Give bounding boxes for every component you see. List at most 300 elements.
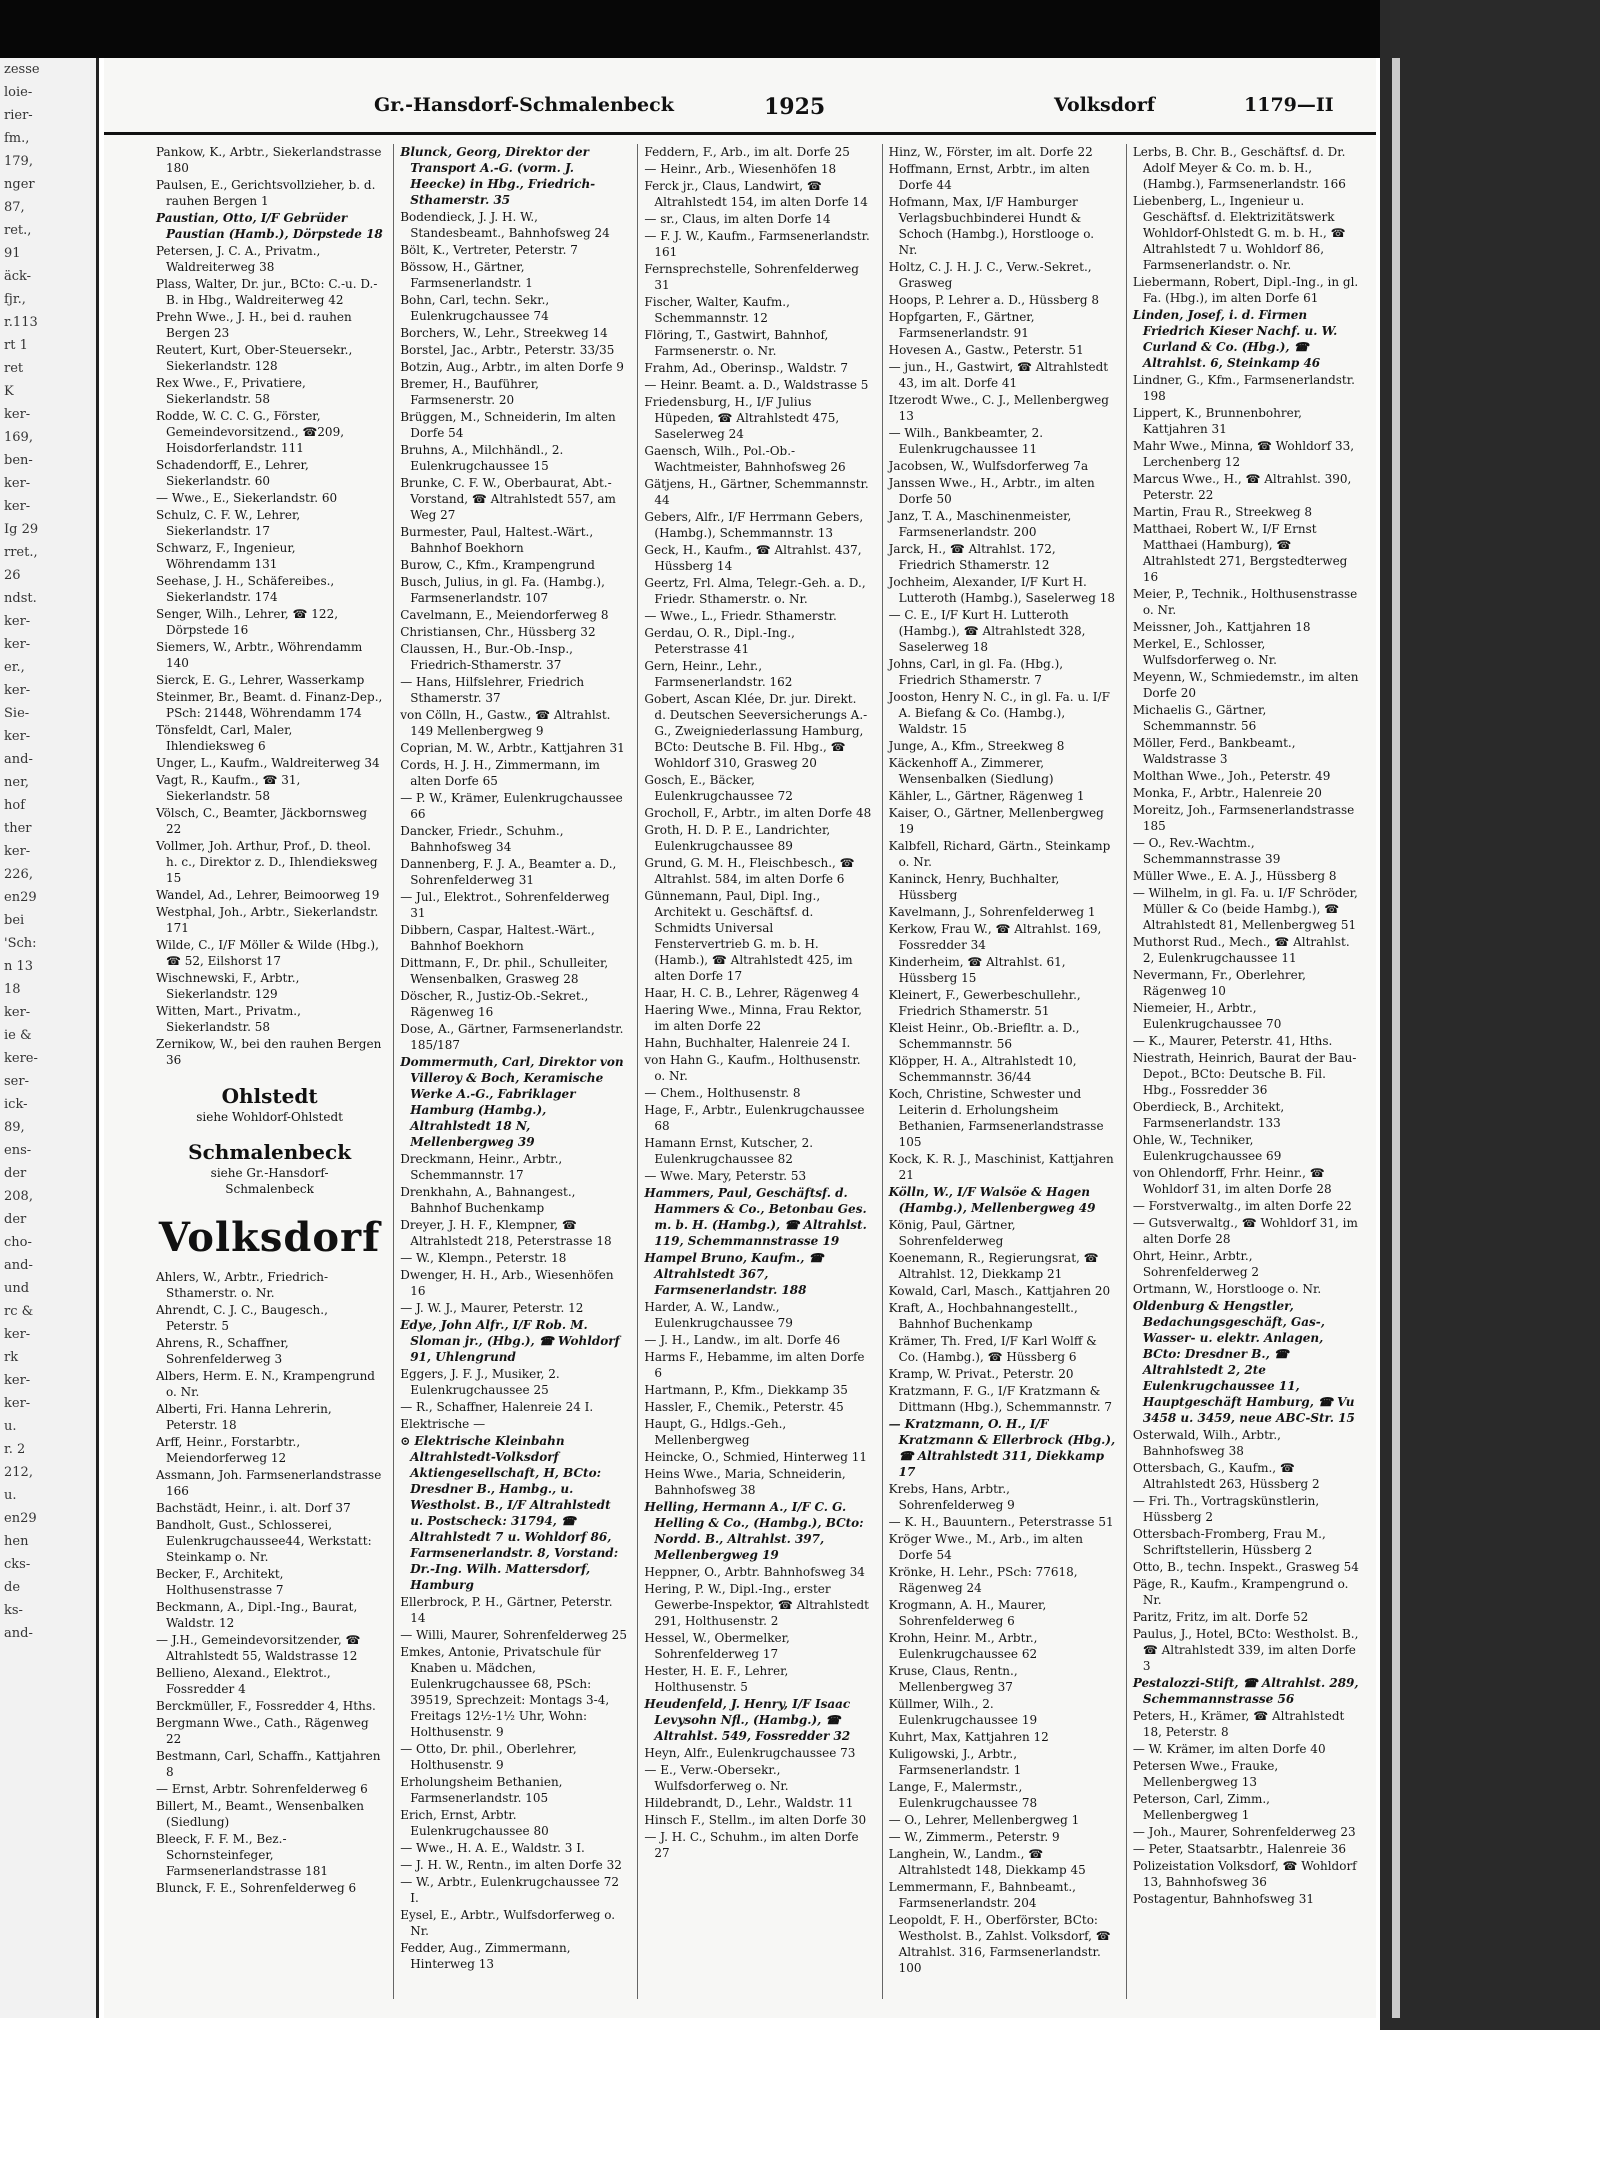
directory-entry: Albers, Herm. E. N., Krampengrund o. Nr. [156, 1369, 375, 1399]
directory-entry: Vagt, R., Kaufm., ☎ 31, Siekerlandstr. 58 [156, 773, 301, 803]
previous-page-fragment: rier- [4, 108, 33, 123]
directory-entry: Päge, R., Kaufm., Krampengrund o. Nr. [1132, 1577, 1349, 1607]
previous-page-fragment: ret., [4, 223, 32, 238]
previous-page-fragment: ks- [4, 1603, 23, 1618]
previous-page-fragment: Ig 29 [4, 522, 39, 537]
directory-entry: Merkel, E., Schlosser, Wulfsdorferweg o. Nr. [1132, 637, 1277, 667]
directory-entry: Kavelmann, J., Sohrenfelderweg 1 [888, 905, 1096, 919]
directory-entry: Ottersbach-Fromberg, Frau M., Schriftstellerin, Hüssberg 2 [1132, 1527, 1326, 1557]
directory-entry: — Peter, Staatsarbtr., Halenreie 36 [1132, 1842, 1346, 1856]
directory-entry: — Willi, Maurer, Sohrenfelderweg 25 [400, 1628, 627, 1642]
directory-entry: Harms F., Hebamme, im alten Dorfe 6 [644, 1350, 865, 1380]
directory-entry: Gerdau, O. R., Dipl.-Ing., Peterstrasse 41 [644, 626, 795, 656]
directory-entry: — W., Zimmerm., Peterstr. 9 [888, 1830, 1060, 1844]
directory-entry: — P. W., Krämer, Eulenkrugchaussee 66 [400, 791, 623, 821]
directory-entry: Senger, Wilh., Lehrer, ☎ 122, Dörpstede 16 [156, 607, 339, 637]
locality-heading: Volksdorf [158, 1214, 381, 1261]
directory-entry: Kölln, W., I/F Walsöe & Hagen (Hambg.), Mellenbergweg 49 [888, 1185, 1096, 1215]
previous-page-fragment: und [4, 1281, 30, 1296]
directory-entry: — Kratzmann, O. H., I/F Kratzmann & Ellerbrock (Hbg.), ☎ Altrahlstedt 311, Diekkamp 17 [888, 1417, 1116, 1479]
directory-entry: Sierck, E. G., Lehrer, Wasserkamp [156, 673, 365, 687]
previous-page-fragment: 18 [4, 982, 21, 997]
directory-column [637, 144, 877, 1999]
directory-entry: Koenemann, R., Regierungsrat, ☎ Altrahlst. 12, Diekkamp 21 [888, 1251, 1099, 1281]
directory-entry: Becker, F., Architekt, Holthusenstrasse 7 [156, 1567, 284, 1597]
directory-entry: — Wilhelm, in gl. Fa. u. I/F Schröder, Müller & Co (beide Hambg.), ☎ Altrahlstedt 81, Mellenbergweg 51 [1132, 886, 1358, 932]
previous-page-fragment: and- [4, 1258, 33, 1273]
previous-page-fragment: de [4, 1580, 21, 1595]
directory-entry: Gätjens, H., Gärtner, Schemmannstr. 44 [644, 477, 869, 507]
directory-entry: Borstel, Jac., Arbtr., Peterstr. 33/35 [400, 343, 615, 357]
directory-entry: Paulsen, E., Gerichtsvollzieher, b. d. rauhen Bergen 1 [156, 178, 376, 208]
directory-entry: Kraft, A., Hochbahnangestellt., Bahnhof Buchenkamp [888, 1301, 1078, 1331]
previous-page-fragment: ie & [4, 1028, 32, 1043]
directory-entry: Langhein, W., Landm., ☎ Altrahlstedt 148, Diekkamp 45 [888, 1847, 1086, 1877]
directory-entry: Leopoldt, F. H., Oberförster, BCto: Westholst. B., Zahlst. Volksdorf, ☎ Altrahlst. 316, Farmsenerlandstr. 100 [888, 1913, 1111, 1975]
directory-entry: Bodendieck, J. J. H. W., Standesbeamt., Bahnhofsweg 24 [400, 210, 610, 240]
directory-entry: Peterson, Carl, Zimm., Mellenbergweg 1 [1132, 1792, 1270, 1822]
directory-entry: Kowald, Carl, Masch., Kattjahren 20 [888, 1284, 1111, 1298]
directory-entry: Junge, A., Kfm., Streekweg 8 [888, 739, 1065, 753]
directory-entry: Dannenberg, F. J. A., Beamter a. D., Sohrenfelderweg 31 [400, 857, 617, 887]
directory-entry: Pankow, K., Arbtr., Siekerlandstrasse 180 [156, 145, 382, 175]
directory-entry: Grocholl, F., Arbtr., im alten Dorfe 48 [644, 806, 872, 820]
directory-entry: Michaelis G., Gärtner, Schemmannstr. 56 [1132, 703, 1267, 733]
directory-entry: Oberdieck, B., Architekt, Farmsenerlandstr. 133 [1132, 1100, 1285, 1130]
directory-entry: Prehn Wwe., J. H., bei d. rauhen Bergen 23 [156, 310, 352, 340]
directory-entry: Gosch, E., Bäcker, Eulenkrugchaussee 72 [644, 773, 793, 803]
directory-entry: Ahrens, R., Schaffner, Sohrenfelderweg 3 [156, 1336, 289, 1366]
directory-entry: Käckenhoff A., Zimmerer, Wensenbalken (Siedlung) [888, 756, 1054, 786]
previous-page-fragment: ker- [4, 407, 31, 422]
previous-page-fragment: u. [4, 1419, 17, 1434]
previous-page-fragment: r.113 [4, 315, 38, 330]
directory-entry: Wandel, Ad., Lehrer, Beimoorweg 19 [156, 888, 380, 902]
directory-entry: Völsch, C., Beamter, Jäckbornsweg 22 [156, 806, 368, 836]
directory-entry: Bellieno, Alexand., Elektrot., Fossredder 4 [156, 1666, 331, 1696]
previous-page-fragment: kere- [4, 1051, 38, 1066]
directory-entry: Schadendorff, E., Lehrer, Siekerlandstr. 60 [156, 458, 309, 488]
previous-page-fragment: 87, [4, 200, 25, 215]
directory-entry: Gern, Heinr., Lehr., Farmsenerlandstr. 162 [644, 659, 793, 689]
directory-column [1126, 144, 1366, 1999]
previous-page-fragment: ens- [4, 1143, 32, 1158]
directory-entry: Krönke, H. Lehr., PSch: 77618, Rägenweg 24 [888, 1565, 1078, 1595]
directory-entry: — Gutsverwaltg., ☎ Wohldorf 31, im alten Dorfe 28 [1132, 1216, 1358, 1246]
directory-entry: Hildebrandt, D., Lehr., Waldstr. 11 [644, 1796, 854, 1810]
previous-page-fragment: ker- [4, 614, 31, 629]
directory-entry: Günnemann, Paul, Dipl. Ing., Architekt u. Geschäftsf. d. Schmidts Universal Fenstervertrieb G. m. b. H. (Hamb.), ☎ Altrahlstedt 425, im alten Dorfe 17 [644, 889, 853, 983]
directory-entry: — Otto, Dr. phil., Oberlehrer, Holthusenstr. 9 [400, 1742, 577, 1772]
directory-entry: Lemmermann, F., Bahnbeamt., Farmsenerlandstr. 204 [888, 1880, 1076, 1910]
previous-page-fragment: and- [4, 1626, 33, 1641]
directory-entry: Marcus Wwe., H., ☎ Altrahlst. 390, Peterstr. 22 [1132, 472, 1352, 502]
directory-entry: Heincke, O., Schmied, Hinterweg 11 [644, 1450, 867, 1464]
directory-entry: Kröger Wwe., M., Arb., im alten Dorfe 54 [888, 1532, 1083, 1562]
directory-entry: — Forstverwaltg., im alten Dorfe 22 [1132, 1199, 1352, 1213]
directory-entry: Lippert, K., Brunnenbohrer, Kattjahren 31 [1132, 406, 1302, 436]
directory-entry: — Chem., Holthusenstr. 8 [644, 1086, 801, 1100]
directory-entry: Grund, G. M. H., Fleischbesch., ☎ Altrahlst. 584, im alten Dorfe 6 [644, 856, 855, 886]
directory-entry: — W. Krämer, im alten Dorfe 40 [1132, 1742, 1326, 1756]
directory-entry: Hassler, F., Chemik., Peterstr. 45 [644, 1400, 844, 1414]
directory-entry: Haupt, G., Hdlgs.-Geh., Mellenbergweg [644, 1417, 787, 1447]
directory-entry: Hinsch F., Stellm., im alten Dorfe 30 [644, 1813, 867, 1827]
previous-page-fragment: bei [4, 913, 25, 928]
directory-entry: — jun., H., Gastwirt, ☎ Altrahlstedt 43, im alt. Dorfe 41 [888, 360, 1109, 390]
directory-entry: — Ernst, Arbtr. Sohrenfelderweg 6 [156, 1782, 368, 1796]
directory-entry: Müller Wwe., E. A. J., Hüssberg 8 [1132, 869, 1337, 883]
previous-page-fragment: 26 [4, 568, 21, 583]
directory-entry: Burmester, Paul, Haltest.-Wärt., Bahnhof Boekhorn [400, 525, 594, 555]
page-number: 1179—II [1244, 94, 1334, 116]
directory-entry: — sr., Claus, im alten Dorfe 14 [644, 212, 831, 226]
directory-entry: Ellerbrock, P. H., Gärtner, Peterstr. 14 [400, 1595, 613, 1625]
previous-page-fragment: u. [4, 1488, 17, 1503]
directory-entry: — K. H., Bauuntern., Peterstrasse 51 [888, 1515, 1114, 1529]
directory-entry: Ohle, W., Techniker, Eulenkrugchaussee 69 [1132, 1133, 1282, 1163]
directory-entry: Vollmer, Joh. Arthur, Prof., D. theol. h. c., Direktor z. D., Ihlendieksweg 15 [156, 839, 378, 885]
directory-entry: Paritz, Fritz, im alt. Dorfe 52 [1132, 1610, 1309, 1624]
directory-entry: — E., Verw.-Obersekr., Wulfsdorferweg o. Nr. [644, 1763, 789, 1793]
directory-entry: Lange, F., Malermstr., Eulenkrugchaussee 78 [888, 1780, 1038, 1810]
directory-entry: — J. W. J., Maurer, Peterstr. 12 [400, 1301, 584, 1315]
directory-entry: Dancker, Friedr., Schuhm., Bahnhofsweg 34 [400, 824, 564, 854]
previous-page-fragment: ker- [4, 499, 31, 514]
directory-column [882, 144, 1122, 1999]
directory-entry: Erholungsheim Bethanien, Farmsenerlandstr. 105 [400, 1775, 563, 1805]
directory-entry: Linden, Josef, i. d. Firmen Friedrich Kieser Nachf. u. W. Curland & Co. (Hbg.), ☎ Altrahlst. 6, Steinkamp 46 [1132, 308, 1338, 370]
directory-entry: Hoops, P. Lehrer a. D., Hüssberg 8 [888, 293, 1100, 307]
previous-page-fragment: rt 1 [4, 338, 28, 353]
directory-entry: — Heinr. Beamt. a. D., Waldstrasse 5 [644, 378, 869, 392]
directory-entry: Assmann, Joh. Farmsenerlandstrasse 166 [156, 1468, 382, 1498]
previous-page-fragment: ker- [4, 1327, 31, 1342]
section-heading: Ohlstedt [221, 1084, 318, 1108]
previous-page-fragment: and- [4, 752, 33, 767]
previous-page-fragment: ret [4, 361, 24, 376]
directory-entry: König, Paul, Gärtner, Sohrenfelderweg [888, 1218, 1016, 1248]
directory-entry: — Joh., Maurer, Sohrenfelderweg 23 [1132, 1825, 1356, 1839]
directory-entry: Bruhns, A., Milchhändl., 2. Eulenkrugchaussee 15 [400, 443, 564, 473]
directory-entry: Krebs, Hans, Arbtr., Sohrenfelderweg 9 [888, 1482, 1015, 1512]
directory-entry: Beckmann, A., Dipl.-Ing., Baurat, Waldstr. 12 [156, 1600, 358, 1630]
previous-page-fragment: 91 [4, 246, 21, 261]
directory-entry: — J. H., Landw., im alt. Dorfe 46 [644, 1333, 841, 1347]
directory-entry: Kuligowski, J., Arbtr., Farmsenerlandstr. 1 [888, 1747, 1022, 1777]
directory-entry: — K., Maurer, Peterstr. 41, Hths. [1132, 1034, 1333, 1048]
directory-entry: Flöring, T., Gastwirt, Bahnhof, Farmsenerstr. o. Nr. [644, 328, 829, 358]
directory-entry: Gobert, Ascan Klée, Dr. jur. Direkt. d. Deutschen Seeversicherungs A.-G., Zweigniederlassung Hamburg, BCto: Deutsche B. Fil. Hbg., ☎ Wohldorf 310, Grasweg 20 [644, 692, 868, 770]
directory-entry: Cords, H. J. H., Zimmermann, im alten Dorfe 65 [400, 758, 600, 788]
previous-page-fragment: ker- [4, 1373, 31, 1388]
directory-entry: Dreckmann, Heinr., Arbtr., Schemmannstr. 17 [400, 1152, 563, 1182]
previous-page-fragment: cks- [4, 1557, 31, 1572]
previous-page-fragment: r. 2 [4, 1442, 26, 1457]
previous-page-fragment: ker- [4, 844, 31, 859]
directory-column [393, 144, 633, 1999]
directory-entry: Haar, H. C. B., Lehrer, Rägenweg 4 [644, 986, 860, 1000]
previous-page-fragment: 226, [4, 867, 33, 882]
directory-entry: Koch, Christine, Schwester und Leiterin d. Erholungsheim Bethanien, Farmsenerlandstrasse 105 [888, 1087, 1104, 1149]
directory-entry: — F. J. W., Kaufm., Farmsenerlandstr. 161 [644, 229, 870, 259]
directory-entry: Frahm, Ad., Oberinsp., Waldstr. 7 [644, 361, 848, 375]
directory-entry: Kerkow, Frau W., ☎ Altrahlst. 169, Fossredder 34 [888, 922, 1102, 952]
directory-entry: Molthan Wwe., Joh., Peterstr. 49 [1132, 769, 1331, 783]
directory-entry: von Ohlendorff, Frhr. Heinr., ☎ Wohldorf 31, im alten Dorfe 28 [1132, 1166, 1332, 1196]
directory-entry: — C. E., I/F Kurt H. Lutteroth (Hambg.), ☎ Altrahlstedt 328, Saselerweg 18 [888, 608, 1086, 654]
directory-entry: Christiansen, Chr., Hüssberg 32 [400, 625, 596, 639]
directory-entry: Meier, P., Technik., Holthusenstrasse o. Nr. [1132, 587, 1358, 617]
directory-entry: Hampel Bruno, Kaufm., ☎ Altrahlstedt 367, Farmsenerlandstr. 188 [644, 1251, 824, 1297]
directory-entry: Edye, John Alfr., I/F Rob. M. Sloman jr., (Hbg.), ☎ Wohldorf 91, Uhlengrund [400, 1318, 620, 1364]
directory-entry: Liebermann, Robert, Dipl.-Ing., in gl. Fa. (Hbg.), im alten Dorfe 61 [1132, 275, 1359, 305]
directory-entry: Jacobsen, W., Wulfsdorferweg 7a [888, 459, 1089, 473]
directory-entry: Ortmann, W., Horstlooge o. Nr. [1132, 1282, 1322, 1296]
previous-page-fragment: K [4, 384, 14, 399]
directory-entry: Lindner, G., Kfm., Farmsenerlandstr. 198 [1132, 373, 1355, 403]
directory-entry: Johns, Carl, in gl. Fa. (Hbg.), Friedrich Sthamerstr. 7 [888, 657, 1064, 687]
directory-entry: Busch, Julius, in gl. Fa. (Hambg.), Farmsenerlandstr. 107 [400, 575, 605, 605]
directory-entry: Muthorst Rud., Mech., ☎ Altrahlst. 2, Eulenkrugchaussee 11 [1132, 935, 1350, 965]
directory-entry: Bandholt, Gust., Schlosserei, Eulenkrugchaussee44, Werkstatt: Steinkamp o. Nr. [156, 1518, 372, 1564]
directory-entry: ⊙ Elektrische Kleinbahn Altrahlstedt-Volksdorf Aktiengesellschaft, H, BCto: Dresdner B., Hambg., u. Westholst. B., I/F Altrahlstedt u. Postscheck: 31794, ☎ Altrahlstedt 7 u. Wohldorf 86, Farmsenerlandstr. 8, Vorstand: Dr.-Ing. Wilh. Mattersdorf, Hamburg [400, 1434, 619, 1592]
previous-page-fragment: 208, [4, 1189, 33, 1204]
directory-entry: Siemers, W., Arbtr., Wöhrendamm 140 [156, 640, 363, 670]
directory-entry: Burow, C., Kfm., Krampengrund [400, 558, 595, 572]
directory-entry: von Hahn G., Kaufm., Holthusenstr. o. Nr. [644, 1053, 861, 1083]
directory-entry: Haering Wwe., Minna, Frau Rektor, im alten Dorfe 22 [644, 1003, 862, 1033]
previous-page-fragment: cho- [4, 1235, 32, 1250]
previous-page-fragment: fjr., [4, 292, 26, 307]
previous-page-fragment: ick- [4, 1097, 28, 1112]
directory-entry: Lerbs, B. Chr. B., Geschäftsf. d. Dr. Adolf Meyer & Co. m. b. H., (Hambg.), Farmsenerlandstr. 166 [1132, 145, 1346, 191]
previous-page-fragment: ker- [4, 729, 31, 744]
directory-entry: Krohn, Heinr. M., Arbtr., Eulenkrugchaussee 62 [888, 1631, 1038, 1661]
directory-entry: — O., Lehrer, Mellenbergweg 1 [888, 1813, 1080, 1827]
previous-page-fragment: er., [4, 660, 25, 675]
previous-page-fragment: nger [4, 177, 35, 192]
previous-page-fragment: 'Sch: [4, 936, 37, 951]
directory-entry: — W., Klempn., Peterstr. 18 [400, 1251, 567, 1265]
directory-entry: Cavelmann, E., Meiendorferweg 8 [400, 608, 609, 622]
directory-entry: — J.H., Gemeindevorsitzender, ☎ Altrahlstedt 55, Waldstrasse 12 [156, 1633, 361, 1663]
directory-entry: Dommermuth, Carl, Direktor von Villeroy & Boch, Keramische Werke A.-G., Fabriklager Hamburg (Hambg.), Altrahlstedt 18 N, Mellenbergweg 39 [400, 1055, 624, 1149]
directory-entry: Hovesen A., Gastw., Peterstr. 51 [888, 343, 1084, 357]
directory-entry: Reutert, Kurt, Ober-Steuersekr., Siekerlandstr. 128 [156, 343, 353, 373]
directory-entry: Steinmer, Br., Beamt. d. Finanz-Dep., PSch: 21448, Wöhrendamm 174 [156, 690, 383, 720]
previous-page-fragment: ker- [4, 1396, 31, 1411]
directory-entry: Emkes, Antonie, Privatschule für Knaben u. Mädchen, Eulenkrugchaussee 68, PSch: 39519, Sprechzeit: Montags 3-4, Freitags 12½-1½ Uhr, Wohn: Holthusenstr. 9 [400, 1645, 610, 1739]
directory-entry: Coprian, M. W., Arbtr., Kattjahren 31 [400, 741, 625, 755]
directory-entry: Gebers, Alfr., I/F Herrmann Gebers, (Hambg.), Schemmannstr. 13 [644, 510, 864, 540]
directory-entry: Schwarz, F., Ingenieur, Wöhrendamm 131 [156, 541, 296, 571]
directory-entry: Paulus, J., Hotel, BCto: Westholst. B., ☎ Altrahlstedt 339, im alten Dorfe 3 [1132, 1627, 1359, 1673]
directory-entry: Alberti, Fri. Hanna Lehrerin, Peterstr. 18 [156, 1402, 332, 1432]
scan-border-right [1380, 0, 1600, 2030]
directory-entry: Klöpper, H. A., Altrahlstedt 10, Schemmannstr. 36/44 [888, 1054, 1077, 1084]
directory-entry: Janz, T. A., Maschinenmeister, Farmsenerlandstr. 200 [888, 509, 1072, 539]
directory-entry: Harder, A. W., Landw., Eulenkrugchaussee 79 [644, 1300, 793, 1330]
directory-entry: Liebenberg, L., Ingenieur u. Geschäftsf. d. Elektrizitätswerk Wohldorf-Ohlstedt G. m. b. H., ☎ Altrahlstedt 7 u. Wohldorf 86, Farmsenerlandstr. o. Nr. [1132, 194, 1346, 272]
section-heading: Schmalenbeck [188, 1140, 352, 1164]
directory-entry: Hammers, Paul, Geschäftsf. d. Hammers & Co., Betonbau Ges. m. b. H. (Hambg.), ☎ Altrahlst. 119, Schemmannstrasse 19 [644, 1186, 867, 1248]
previous-page-fragment: ther [4, 821, 32, 836]
previous-page-sliver [0, 58, 99, 2018]
directory-entry: Borchers, W., Lehr., Streekweg 14 [400, 326, 608, 340]
directory-entry: Fischer, Walter, Kaufm., Schemmannstr. 12 [644, 295, 790, 325]
directory-entry: Heppner, O., Arbtr. Bahnhofsweg 34 [644, 1565, 865, 1579]
previous-page-fragment: hof [4, 798, 26, 813]
directory-entry: Kuhrt, Max, Kattjahren 12 [888, 1730, 1049, 1744]
directory-entry: Bohn, Carl, techn. Sekr., Eulenkrugchaussee 74 [400, 293, 550, 323]
directory-entry: Dose, A., Gärtner, Farmsenerlandstr. 185/187 [400, 1022, 624, 1052]
directory-entry: Janssen Wwe., H., Arbtr., im alten Dorfe 50 [888, 476, 1095, 506]
previous-page-fragment: en29 [4, 1511, 37, 1526]
directory-entry: Nevermann, Fr., Oberlehrer, Rägenweg 10 [1132, 968, 1306, 998]
directory-entry: Bachstädt, Heinr., i. alt. Dorf 37 [156, 1501, 351, 1515]
directory-entry: Bremer, H., Bauführer, Farmsenerstr. 20 [400, 377, 539, 407]
directory-entry: Jarck, H., ☎ Altrahlst. 172, Friedrich Sthamerstr. 12 [888, 542, 1056, 572]
previous-page-fragment: 212, [4, 1465, 33, 1480]
directory-entry: Oldenburg & Hengstler, Bedachungsgeschäft, Gas-, Wasser- u. elektr. Anlagen, BCto: Dresdner B., ☎ Altrahlstedt 2, 2te Eulenkrugchaussee 11, Hauptgeschäft Hamburg, ☎ Vu 3458 u. 3459, neue ABC-Str. 15 [1132, 1299, 1355, 1425]
directory-entry: Bleeck, F. F. M., Bez.-Schornsteinfeger, Farmsenerlandstrasse 181 [156, 1832, 329, 1878]
header-district: Gr.-Hansdorf-Schmalenbeck [374, 94, 674, 116]
directory-entry: — J. H. W., Rentn., im alten Dorfe 32 [400, 1858, 622, 1872]
directory-entry: Fernsprechstelle, Sohrenfelderweg 31 [644, 262, 859, 292]
directory-entry: Mahr Wwe., Minna, ☎ Wohldorf 33, Lerchenberg 12 [1132, 439, 1355, 469]
directory-entry: Plass, Walter, Dr. jur., BCto: C.-u. D.-B. in Hbg., Waldreiterweg 42 [156, 277, 378, 307]
directory-entry: Bergmann Wwe., Cath., Rägenweg 22 [156, 1716, 369, 1746]
directory-entry: Osterwald, Wilh., Arbtr., Bahnhofsweg 38 [1132, 1428, 1281, 1458]
directory-entry: Moreitz, Joh., Farmsenerlandstrasse 185 [1132, 803, 1355, 833]
previous-page-fragment: n 13 [4, 959, 34, 974]
previous-page-fragment: ner, [4, 775, 29, 790]
directory-entry: Blunck, F. E., Sohrenfelderweg 6 [156, 1881, 357, 1895]
directory-entry: Petersen, J. C. A., Privatm., Waldreiterweg 38 [156, 244, 321, 274]
directory-entry: Geertz, Frl. Alma, Telegr.-Geh. a. D., Friedr. Sthamerstr. o. Nr. [644, 576, 866, 606]
header-year: 1925 [764, 94, 826, 120]
directory-entry: Niemeier, H., Arbtr., Eulenkrugchaussee 70 [1132, 1001, 1282, 1031]
directory-entry: Fedder, Aug., Zimmermann, Hinterweg 13 [400, 1941, 571, 1971]
directory-entry: Wilde, C., I/F Möller & Wilde (Hbg.), ☎ 52, Eilshorst 17 [156, 938, 379, 968]
directory-entry: Martin, Frau R., Streekweg 8 [1132, 505, 1313, 519]
previous-page-fragment: ser- [4, 1074, 29, 1089]
directory-entry: Helling, Hermann A., I/F C. G. Helling & Co., (Hambg.), BCto: Nordd. B., Altrahlst. 397, Mellenbergweg 19 [644, 1500, 864, 1562]
directory-entry: Kinderheim, ☎ Altrahlst. 61, Hüssberg 15 [888, 955, 1066, 985]
directory-entry: Peters, H., Krämer, ☎ Altrahlstedt 18, Peterstr. 8 [1132, 1709, 1345, 1739]
directory-entry: Matthaei, Robert W., I/F Ernst Matthaei (Hamburg), ☎ Altrahlstedt 271, Bergstedterweg 16 [1132, 522, 1348, 584]
directory-entry: Eggers, J. F. J., Musiker, 2. Eulenkrugchaussee 25 [400, 1367, 560, 1397]
directory-entry: Billert, M., Beamt., Wensenbalken (Siedlung) [156, 1799, 365, 1829]
directory-entry: — Wilh., Bankbeamter, 2. Eulenkrugchaussee 11 [888, 426, 1044, 456]
directory-entry: Bestmann, Carl, Schaffn., Kattjahren 8 [156, 1749, 381, 1779]
directory-entry: — O., Rev.-Wachtm., Schemmannstrasse 39 [1132, 836, 1281, 866]
previous-page-fragment: rc & [4, 1304, 34, 1319]
directory-entry: Gaensch, Wilh., Pol.-Ob.-Wachtmeister, Bahnhofsweg 26 [644, 444, 846, 474]
directory-entry: Itzerodt Wwe., C. J., Mellenbergweg 13 [888, 393, 1109, 423]
directory-entry: — Fri. Th., Vortragskünstlerin, Hüssberg 2 [1132, 1494, 1320, 1524]
directory-entry: Hoffmann, Ernst, Arbtr., im alten Dorfe 44 [888, 162, 1090, 192]
directory-column [150, 144, 389, 1999]
directory-entry: Erich, Ernst, Arbtr. Eulenkrugchaussee 80 [400, 1808, 549, 1838]
directory-entry: Tönsfeldt, Carl, Maler, Ihlendieksweg 6 [156, 723, 293, 753]
directory-entry: Dreyer, J. H. F., Klempner, ☎ Altrahlstedt 218, Peterstrasse 18 [400, 1218, 612, 1248]
directory-entry: Westphal, Joh., Arbtr., Siekerlandstr. 171 [156, 905, 379, 935]
directory-entry: Hester, H. E. F., Lehrer, Holthusenstr. 5 [644, 1664, 789, 1694]
directory-entry: Rex Wwe., F., Privatiere, Siekerlandstr. 58 [156, 376, 306, 406]
directory-entry: Drenkhahn, A., Bahnangest., Bahnhof Buchenkamp [400, 1185, 576, 1215]
directory-entry: Ohrt, Heinr., Arbtr., Sohrenfelderweg 2 [1132, 1249, 1259, 1279]
directory-entry: Jooston, Henry N. C., in gl. Fa. u. I/F A. Biefang & Co. (Hambg.), Waldstr. 15 [888, 690, 1110, 736]
directory-entry: Zernikow, W., bei den rauhen Bergen 36 [156, 1037, 382, 1067]
directory-entry: Botzin, Aug., Arbtr., im alten Dorfe 9 [400, 360, 624, 374]
directory-entry: Postagentur, Bahnhofsweg 31 [1132, 1892, 1314, 1906]
directory-entry: Krämer, Th. Fred, I/F Karl Wolff & Co. (Hambg.), ☎ Hüssberg 6 [888, 1334, 1097, 1364]
directory-entry: Kaninck, Henry, Buchhalter, Hüssberg [888, 872, 1060, 902]
directory-entry: Jochheim, Alexander, I/F Kurt H. Lutteroth (Hambg.), Saselerweg 18 [888, 575, 1115, 605]
directory-entry: Hopfgarten, F., Gärtner, Farmsenerlandstr. 91 [888, 310, 1035, 340]
directory-entry: Ahlers, W., Arbtr., Friedrich-Sthamerstr. o. Nr. [156, 1270, 329, 1300]
directory-columns [150, 144, 1366, 1999]
directory-entry: Ahrendt, C. J. C., Baugesch., Peterstr. 5 [156, 1303, 328, 1333]
directory-entry: Brunke, C. F. W., Oberbaurat, Abt.-Vorstand, ☎ Altrahlstedt 557, am Weg 27 [400, 476, 616, 522]
previous-page-fragment: der [4, 1166, 27, 1181]
directory-entry: Hinz, W., Förster, im alt. Dorfe 22 [888, 145, 1093, 159]
directory-entry: Elektrische — [400, 1417, 486, 1431]
previous-page-fragment: 179, [4, 154, 33, 169]
directory-entry: Kruse, Claus, Rentn., Mellenbergweg 37 [888, 1664, 1018, 1694]
previous-page-fragment: hen [4, 1534, 29, 1549]
directory-entry: — Wwe., E., Siekerlandstr. 60 [156, 491, 338, 505]
directory-entry: — Jul., Elektrot., Sohrenfelderweg 31 [400, 890, 610, 920]
directory-entry: Berckmüller, F., Fossredder 4, Hths. [156, 1699, 376, 1713]
directory-entry: Wischnewski, F., Arbtr., Siekerlandstr. 129 [156, 971, 300, 1001]
directory-entry: Blunck, Georg, Direktor der Transport A.-G. (vorm. J. Heecke) in Hbg., Friedrich-Sthamerstr. 35 [400, 145, 596, 207]
directory-entry: Hage, F., Arbtr., Eulenkrugchaussee 68 [644, 1103, 865, 1133]
directory-entry: Seehase, J. H., Schäfereibes., Siekerlandstr. 174 [156, 574, 335, 604]
directory-entry: Hering, P. W., Dipl.-Ing., erster Gewerbe-Inspektor, ☎ Altrahlstedt 291, Holthusenstr. 2 [644, 1582, 869, 1628]
directory-entry: Kramp, W. Privat., Peterstr. 20 [888, 1367, 1074, 1381]
section-reference: siehe Wohldorf-Ohlstedt [196, 1110, 343, 1124]
directory-entry: Kaiser, O., Gärtner, Mellenbergweg 19 [888, 806, 1104, 836]
previous-page-fragment: rret., [4, 545, 38, 560]
directory-entry: Ferck jr., Claus, Landwirt, ☎ Altrahlstedt 154, im alten Dorfe 14 [644, 179, 868, 209]
directory-entry: Meyenn, W., Schmiedemstr., im alten Dorfe 20 [1132, 670, 1359, 700]
directory-entry: Kleist Heinr., Ob.-Briefltr. a. D., Schemmannstr. 56 [888, 1021, 1080, 1051]
previous-page-fragment: loie- [4, 85, 33, 100]
directory-entry: Möller, Ferd., Bankbeamt., Waldstrasse 3 [1132, 736, 1296, 766]
directory-entry: Kalbfell, Richard, Gärtn., Steinkamp o. Nr. [888, 839, 1111, 869]
previous-page-fragment: äck- [4, 269, 32, 284]
directory-entry: Niestrath, Heinrich, Baurat der Bau-Depot., BCto: Deutsche B. Fil. Hbg., Fossredder 36 [1132, 1051, 1357, 1097]
directory-entry: Kratzmann, F. G., I/F Kratzmann & Dittmann (Hbg.), Schemmannstr. 7 [888, 1384, 1112, 1414]
directory-entry: Ottersbach, G., Kaufm., ☎ Altrahlstedt 263, Hüssberg 2 [1132, 1461, 1320, 1491]
directory-entry: Hessel, W., Obermelker, Sohrenfelderweg 17 [644, 1631, 790, 1661]
header-locality: Volksdorf [1054, 94, 1155, 116]
directory-entry: Dittmann, F., Dr. phil., Schulleiter, Wensenbalken, Grasweg 28 [400, 956, 609, 986]
directory-entry: Schulz, C. F. W., Lehrer, Siekerlandstr. 17 [156, 508, 301, 538]
directory-entry: Petersen Wwe., Frauke, Mellenbergweg 13 [1132, 1759, 1279, 1789]
directory-entry: Kock, K. R. J., Maschinist, Kattjahren 21 [888, 1152, 1114, 1182]
directory-entry: Monka, F., Arbtr., Halenreie 20 [1132, 786, 1322, 800]
section-reference: Schmalenbeck [225, 1182, 314, 1196]
previous-page-fragment: ker- [4, 637, 31, 652]
directory-entry: Bölt, K., Vertreter, Peterstr. 7 [400, 243, 578, 257]
previous-page-fragment: ben- [4, 453, 33, 468]
page-header [104, 88, 1376, 135]
directory-entry: Heudenfeld, J. Henry, I/F Isaac Levysohn Nfl., (Hambg.), ☎ Altrahlst. 549, Fossredder 32 [644, 1697, 851, 1743]
